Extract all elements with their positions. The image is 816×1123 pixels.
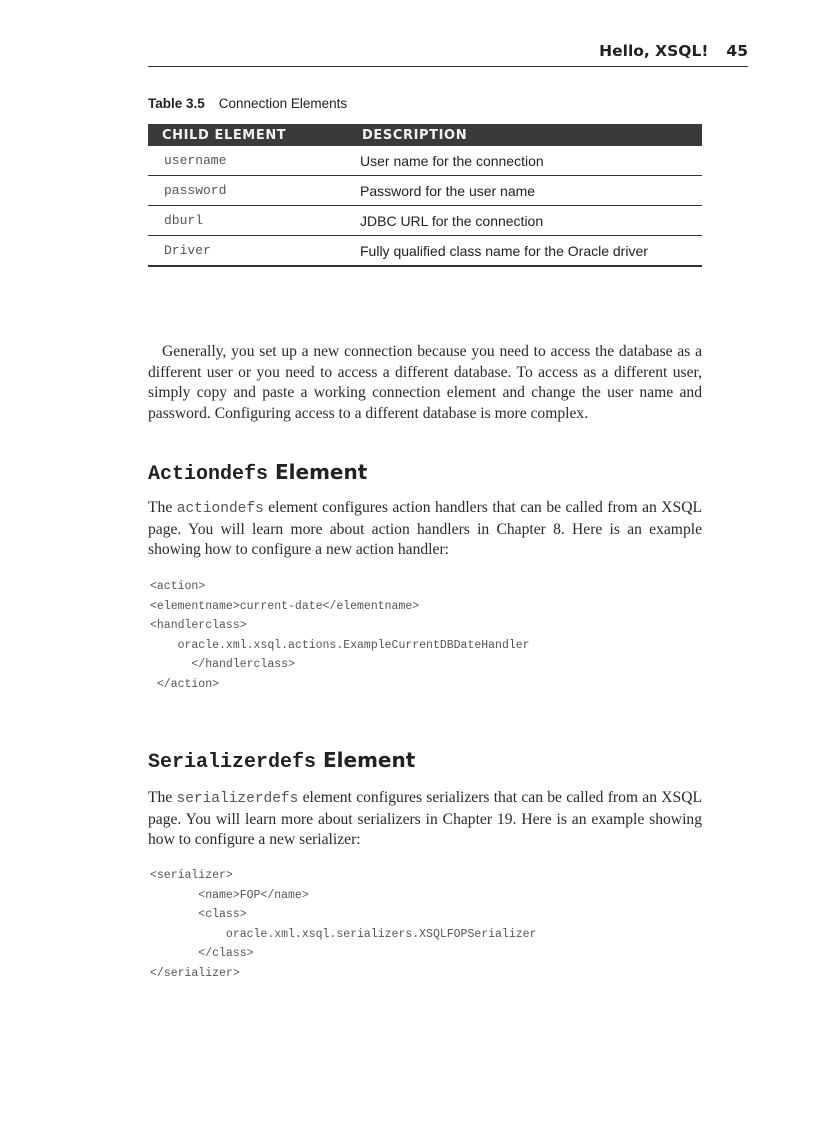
code-line: </handlerclass>	[150, 658, 295, 672]
serializerdefs-paragraph	[148, 788, 702, 851]
table-row	[148, 176, 702, 206]
intro-paragraph: Generally, you set up a new connection because you need to access the database as a different user or you need to access a different database. To access as a different user, simply copy and paste a working connection element and change the user name and password. Configuring access to a different database is more complex.	[148, 343, 702, 422]
cell-description: Password for the user name	[360, 176, 702, 206]
code-line: <serializer>	[150, 869, 233, 882]
running-header	[148, 42, 748, 66]
table-row	[148, 206, 702, 236]
cell-element: username	[148, 146, 360, 176]
column-header-child-element: CHILD ELEMENT	[148, 124, 360, 146]
table-number: Table 3.5	[148, 96, 205, 111]
header-title: Hello, XSQL!	[599, 42, 709, 60]
connection-elements-table	[148, 124, 702, 267]
serializerdefs-heading-text: Element	[323, 748, 416, 772]
table-row	[148, 146, 702, 176]
header-rule	[148, 66, 748, 67]
cell-element: Driver	[148, 236, 360, 267]
serializerdefs-code-block	[150, 866, 536, 984]
code-line: </serializer>	[150, 966, 240, 980]
cell-element: password	[148, 176, 360, 206]
actiondefs-heading-text: Element	[275, 460, 368, 484]
cell-element: dburl	[148, 206, 360, 236]
table-caption	[148, 96, 347, 111]
code-line: <class>	[150, 908, 247, 922]
actiondefs-paragraph	[148, 498, 702, 561]
code-line: <elementname>current-date</elementname>	[150, 599, 420, 613]
cell-description: User name for the connection	[360, 146, 702, 176]
code-line: </class>	[150, 947, 254, 961]
code-line: </action>	[150, 677, 220, 691]
cell-description: Fully qualified class name for the Oracle driver	[360, 236, 702, 267]
code-line: <name>FOP</name>	[150, 888, 309, 902]
actiondefs-code-block	[150, 577, 530, 695]
column-header-description: DESCRIPTION	[360, 124, 702, 146]
serializerdefs-para-code: serializerdefs	[176, 791, 299, 807]
serializerdefs-para-before: The	[148, 789, 177, 806]
code-line: <action>	[150, 580, 206, 593]
actiondefs-para-after: element configures action handlers that can be called from an XSQL page. You will learn more about action handlers in Chapter 8. Here is an example showing how to configure a new action handler:	[148, 499, 702, 559]
table-header-row	[148, 124, 702, 146]
cell-description: JDBC URL for the connection	[360, 206, 702, 236]
serializerdefs-heading-code: Serializerdefs	[148, 751, 317, 774]
actiondefs-para-code: actiondefs	[176, 501, 264, 517]
code-line: <handlerclass>	[150, 619, 247, 633]
serializerdefs-para-after: element configures serializers that can be called from an XSQL page. You will learn more about serializers in Chapter 19. Here is an example showing how to configure a new serializer:	[148, 789, 702, 849]
actiondefs-heading-code: Actiondefs	[148, 463, 269, 486]
actiondefs-para-before: The	[148, 499, 177, 516]
actiondefs-heading	[148, 460, 367, 486]
table-row	[148, 236, 702, 267]
page-number: 45	[726, 42, 748, 60]
code-line: oracle.xml.xsql.actions.ExampleCurrentDBDateHandler	[150, 638, 530, 652]
serializerdefs-heading	[148, 748, 415, 774]
code-line: oracle.xml.xsql.serializers.XSQLFOPSerializer	[150, 927, 537, 941]
table-caption-text: Connection Elements	[218, 96, 348, 111]
